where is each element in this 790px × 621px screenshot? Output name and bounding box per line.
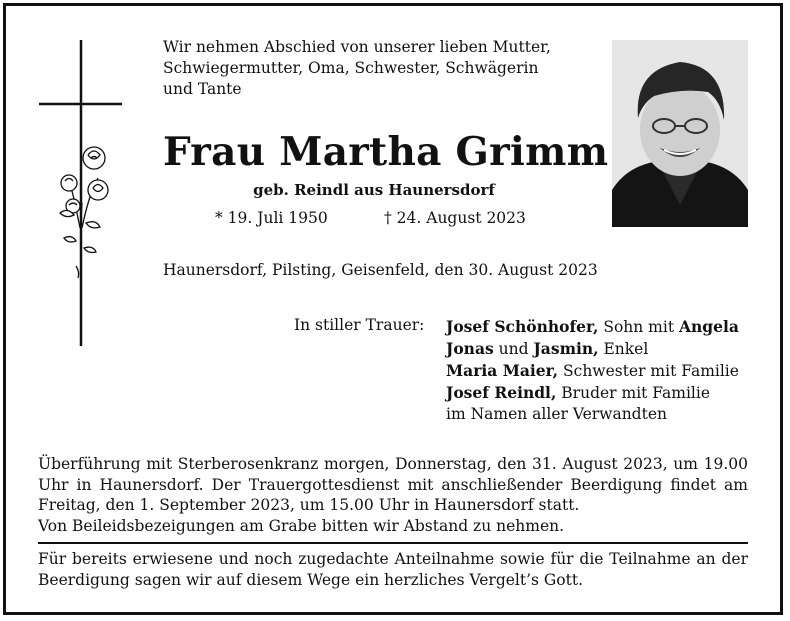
mourning-label: In stiller Trauer:	[294, 316, 425, 334]
intro-line-3: und Tante	[163, 80, 242, 98]
portrait-photo	[612, 40, 748, 227]
mourner-line: Josef Reindl, Bruder mit Familie	[446, 383, 710, 402]
intro-line-2: Schwiegermutter, Oma, Schwester, Schwägerin	[163, 59, 539, 77]
cross-with-roses-icon	[36, 38, 126, 348]
maiden-name: geb. Reindl aus Haunersdorf	[253, 181, 495, 199]
mourner-line: Jonas und Jasmin, Enkel	[446, 339, 649, 358]
mourner-line: Maria Maier, Schwester mit Familie	[446, 361, 739, 380]
mourner-line: Josef Schönhofer, Sohn mit Angela	[446, 317, 739, 336]
deceased-name: Frau Martha Grimm	[163, 129, 609, 175]
condolence-text: Von Beileidsbezeigungen am Grabe bitten wir Abstand zu nehmen.	[38, 516, 565, 535]
funeral-info	[38, 454, 748, 536]
funeral-text: Überführung mit Sterberosenkranz morgen, Donnerstag, den 31. August 2023, um 19.00 Uhr in Haunersdorf. Der Trauergottesdienst mit anschließender Beerdigung findet am Freitag, den 1. September 2023, um 15.00 Uhr in Haunersdorf statt.	[38, 455, 748, 514]
thanks-text: Für bereits erwiesene und noch zugedachte Anteilnahme sowie für die Teilnahme an der Beerdigung sagen wir auf diesem Wege ein herzliches Vergelt’s Gott.	[38, 550, 748, 589]
birth-date: * 19. Juli 1950	[215, 209, 328, 227]
divider	[38, 542, 748, 544]
mourners-list	[446, 316, 739, 425]
intro-text	[163, 37, 583, 100]
place-and-date: Haunersdorf, Pilsting, Geisenfeld, den 30. August 2023	[163, 261, 598, 279]
intro-line-1: Wir nehmen Abschied von unserer lieben Mutter,	[163, 38, 551, 56]
death-date: † 24. August 2023	[384, 209, 526, 227]
mourner-line: im Namen aller Verwandten	[446, 405, 667, 423]
